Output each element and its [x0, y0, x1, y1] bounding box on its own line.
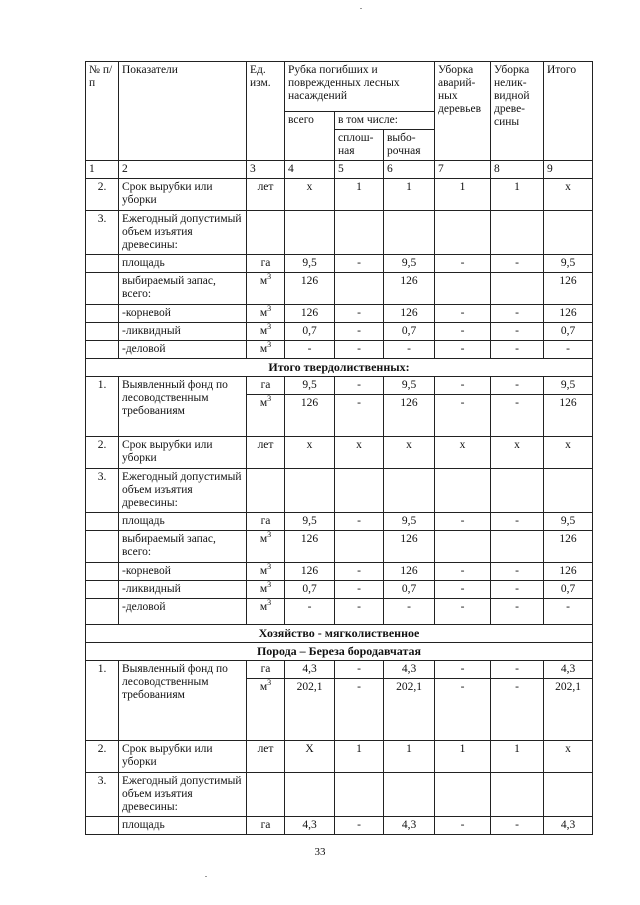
row-label: Срок вырубки или уборки — [119, 741, 247, 773]
value-cell: - — [491, 679, 544, 741]
row-label: -корневой — [119, 563, 247, 581]
colnum: 3 — [247, 161, 285, 179]
row-label: выбираемый запас, всего: — [119, 531, 247, 563]
table-row — [86, 323, 593, 341]
value-cell: 126 — [544, 305, 593, 323]
value-cell: - — [491, 817, 544, 835]
table-row — [86, 305, 593, 323]
value-cell: 4,3 — [384, 817, 435, 835]
value-cell: 9,5 — [285, 377, 335, 395]
header-row — [86, 62, 593, 112]
scan-speck — [360, 8, 362, 9]
value-cell: Х — [285, 741, 335, 773]
section-title: Порода – Береза бородавчатая — [86, 643, 593, 661]
unit-cell: $м^3$ — [247, 323, 285, 341]
value-cell: 1 — [384, 179, 435, 211]
value-cell: - — [335, 323, 384, 341]
value-cell: - — [335, 305, 384, 323]
value-cell — [491, 531, 544, 563]
row-label: площадь — [119, 817, 247, 835]
unit-cell: лет — [247, 437, 285, 469]
unit-cell: $м^3$ — [247, 273, 285, 305]
value-cell: - — [491, 661, 544, 679]
colnum: 8 — [491, 161, 544, 179]
value-cell: 126 — [384, 531, 435, 563]
value-cell: 0,7 — [285, 323, 335, 341]
value-cell: 126 — [384, 305, 435, 323]
value-cell: 4,3 — [544, 661, 593, 679]
page-number: 33 — [314, 846, 326, 858]
row-num: 2. — [86, 437, 119, 469]
unit-cell: $м^3$ — [247, 305, 285, 323]
value-cell: - — [435, 377, 491, 395]
value-cell: - — [335, 599, 384, 625]
value-cell: - — [335, 255, 384, 273]
row-label: Выявленный фонд по лесоводственным требованиям — [119, 661, 247, 741]
value-cell: - — [335, 395, 384, 437]
value-cell: 9,5 — [384, 513, 435, 531]
col-nonliquid-header: Уборка нелик-видной древе-сины — [491, 62, 544, 161]
row-label: -деловой — [119, 599, 247, 625]
value-cell: - — [435, 679, 491, 741]
row-label: площадь — [119, 513, 247, 531]
row-label: Выявленный фонд по лесоводственным требованиям — [119, 377, 247, 437]
unit-cell: га — [247, 661, 285, 679]
value-cell: 126 — [544, 273, 593, 305]
table-row — [86, 531, 593, 563]
value-cell: - — [384, 341, 435, 359]
table-row — [86, 255, 593, 273]
table-row — [86, 599, 593, 625]
value-cell: - — [435, 817, 491, 835]
value-cell — [335, 273, 384, 305]
colnum: 4 — [285, 161, 335, 179]
value-cell: 202,1 — [384, 679, 435, 741]
value-cell: - — [491, 323, 544, 341]
row-label: Ежегодный допустимый объем изъятия древесины: — [119, 211, 247, 255]
value-cell: - — [544, 599, 593, 625]
colnum: 6 — [384, 161, 435, 179]
table-row — [86, 817, 593, 835]
scan-speck — [205, 876, 207, 877]
table-row — [86, 773, 593, 817]
col-selective-header: выбо-рочная — [384, 130, 435, 161]
value-cell: 4,3 — [285, 817, 335, 835]
value-cell: - — [435, 563, 491, 581]
table-row — [86, 179, 593, 211]
value-cell: 1 — [435, 741, 491, 773]
value-cell: х — [491, 437, 544, 469]
value-cell: 4,3 — [544, 817, 593, 835]
value-cell: - — [544, 341, 593, 359]
value-cell: - — [384, 599, 435, 625]
value-cell: - — [435, 255, 491, 273]
value-cell: - — [491, 599, 544, 625]
row-num: 3. — [86, 469, 119, 513]
value-cell: - — [435, 581, 491, 599]
colnum: 2 — [119, 161, 247, 179]
value-cell: - — [491, 255, 544, 273]
unit-cell: га — [247, 817, 285, 835]
col-indicators-header: Показатели — [119, 62, 247, 161]
value-cell: - — [491, 563, 544, 581]
colnum: 5 — [335, 161, 384, 179]
row-label: Срок вырубки или уборки — [119, 179, 247, 211]
value-cell: - — [435, 513, 491, 531]
value-cell: - — [335, 679, 384, 741]
value-cell: 1 — [435, 179, 491, 211]
unit-cell: $м^3$ — [247, 563, 285, 581]
value-cell: 126 — [384, 273, 435, 305]
value-cell: - — [285, 341, 335, 359]
value-cell — [335, 531, 384, 563]
value-cell: - — [335, 817, 384, 835]
value-cell: 126 — [384, 563, 435, 581]
value-cell: х — [384, 437, 435, 469]
row-num: 1. — [86, 661, 119, 741]
row-label: площадь — [119, 255, 247, 273]
value-cell: 126 — [285, 273, 335, 305]
row-label: -корневой — [119, 305, 247, 323]
value-cell: 126 — [285, 305, 335, 323]
section-title: Итого твердолиственных: — [86, 359, 593, 377]
value-cell: 4,3 — [384, 661, 435, 679]
value-cell — [435, 273, 491, 305]
row-label: -деловой — [119, 341, 247, 359]
row-num: 3. — [86, 211, 119, 255]
unit-cell: лет — [247, 741, 285, 773]
row-label: выбираемый запас, всего: — [119, 273, 247, 305]
value-cell: - — [335, 377, 384, 395]
row-label: Ежегодный допустимый объем изъятия древесины: — [119, 469, 247, 513]
value-cell: - — [435, 661, 491, 679]
value-cell: 126 — [285, 531, 335, 563]
value-cell: - — [435, 323, 491, 341]
value-cell: - — [435, 395, 491, 437]
row-label: Срок вырубки или уборки — [119, 437, 247, 469]
value-cell: х — [285, 437, 335, 469]
colnum: 7 — [435, 161, 491, 179]
value-cell: 126 — [544, 563, 593, 581]
table-row — [86, 273, 593, 305]
col-clear-header: сплош-ная — [335, 130, 384, 161]
value-cell: 9,5 — [544, 377, 593, 395]
unit-cell: $м^3$ — [247, 395, 285, 437]
unit-cell: лет — [247, 179, 285, 211]
table-row — [86, 437, 593, 469]
col-emergency-header: Уборка аварий-ных деревьев — [435, 62, 491, 161]
value-cell: - — [335, 563, 384, 581]
value-cell: 202,1 — [544, 679, 593, 741]
value-cell: 1 — [335, 741, 384, 773]
table-row — [86, 563, 593, 581]
value-cell: 1 — [384, 741, 435, 773]
value-cell: - — [491, 395, 544, 437]
column-numbers-row — [86, 161, 593, 179]
unit-cell: га — [247, 513, 285, 531]
value-cell: - — [435, 305, 491, 323]
section-title: Хозяйство - мягколиственное — [86, 625, 593, 643]
value-cell: х — [335, 437, 384, 469]
value-cell: 9,5 — [285, 513, 335, 531]
value-cell: 9,5 — [544, 255, 593, 273]
unit-cell: $м^3$ — [247, 679, 285, 741]
value-cell: 1 — [491, 179, 544, 211]
value-cell: 0,7 — [285, 581, 335, 599]
row-label: Ежегодный допустимый объем изъятия древесины: — [119, 773, 247, 817]
unit-cell: га — [247, 255, 285, 273]
value-cell: - — [335, 581, 384, 599]
col-felling-header: Рубка погибших и поврежденных лесных насаждений — [285, 62, 435, 112]
value-cell: х — [435, 437, 491, 469]
value-cell: 126 — [544, 531, 593, 563]
value-cell: 1 — [335, 179, 384, 211]
value-cell: - — [335, 513, 384, 531]
value-cell: х — [544, 741, 593, 773]
row-num: 2. — [86, 741, 119, 773]
value-cell: - — [435, 341, 491, 359]
value-cell: - — [335, 341, 384, 359]
value-cell: - — [491, 341, 544, 359]
value-cell: 1 — [491, 741, 544, 773]
table-row — [86, 513, 593, 531]
value-cell: - — [285, 599, 335, 625]
table-row — [86, 661, 593, 679]
row-num: 2. — [86, 179, 119, 211]
value-cell: 202,1 — [285, 679, 335, 741]
unit-cell: $м^3$ — [247, 341, 285, 359]
table-row — [86, 741, 593, 773]
table-row — [86, 469, 593, 513]
value-cell: 0,7 — [544, 323, 593, 341]
value-cell: 4,3 — [285, 661, 335, 679]
value-cell — [491, 273, 544, 305]
value-cell: х — [544, 179, 593, 211]
value-cell: 0,7 — [384, 581, 435, 599]
value-cell: х — [285, 179, 335, 211]
value-cell: - — [491, 513, 544, 531]
value-cell: 9,5 — [285, 255, 335, 273]
unit-cell: $м^3$ — [247, 581, 285, 599]
value-cell: 126 — [285, 563, 335, 581]
value-cell: - — [491, 305, 544, 323]
forest-table — [85, 61, 593, 835]
row-num: 1. — [86, 377, 119, 437]
value-cell: 126 — [384, 395, 435, 437]
unit-cell: га — [247, 377, 285, 395]
row-label: -ликвидный — [119, 581, 247, 599]
unit-cell: $м^3$ — [247, 531, 285, 563]
colnum: 1 — [86, 161, 119, 179]
value-cell: 9,5 — [544, 513, 593, 531]
value-cell: 9,5 — [384, 255, 435, 273]
value-cell: 126 — [285, 395, 335, 437]
table-row — [86, 581, 593, 599]
value-cell: 0,7 — [544, 581, 593, 599]
table-row — [86, 211, 593, 255]
col-unit-header: Ед. изм. — [247, 62, 285, 161]
unit-cell: $м^3$ — [247, 599, 285, 625]
col-num-header: № п/п — [86, 62, 119, 161]
value-cell: 126 — [544, 395, 593, 437]
col-total-header: всего — [285, 112, 335, 161]
value-cell — [435, 531, 491, 563]
colnum: 9 — [544, 161, 593, 179]
table-row — [86, 377, 593, 395]
value-cell: х — [544, 437, 593, 469]
value-cell: - — [335, 661, 384, 679]
value-cell: 9,5 — [384, 377, 435, 395]
row-num: 3. — [86, 773, 119, 817]
row-label: -ликвидный — [119, 323, 247, 341]
value-cell: - — [435, 599, 491, 625]
table-row — [86, 341, 593, 359]
col-itogo-header: Итого — [544, 62, 593, 161]
value-cell: - — [491, 377, 544, 395]
col-incl-header: в том числе: — [335, 112, 435, 130]
value-cell: 0,7 — [384, 323, 435, 341]
value-cell: - — [491, 581, 544, 599]
